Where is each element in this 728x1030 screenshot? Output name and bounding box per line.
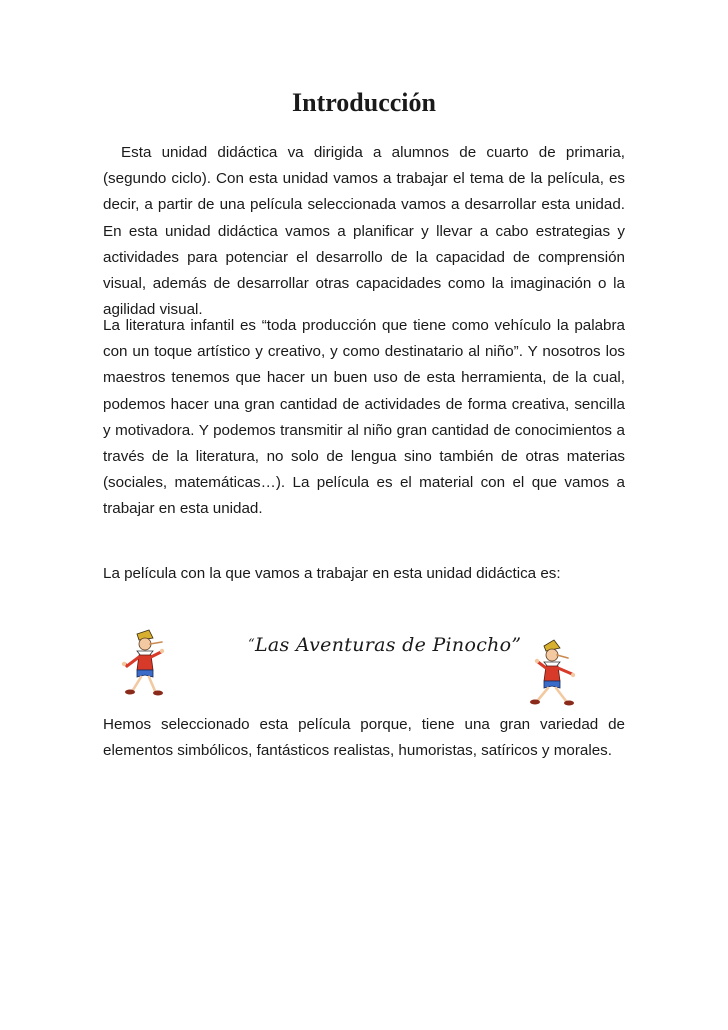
film-title-open-quote: “ <box>248 637 255 652</box>
paragraph-film-lead: La película con la que vamos a trabajar en esta unidad didáctica es: <box>103 565 561 582</box>
pinocchio-icon <box>115 628 175 700</box>
film-title <box>248 632 521 658</box>
paragraph-literature: La literatura infantil es “toda producción que tiene como vehículo la palabra con un toque artístico y creativo, y como destinatario al niño”. Y nosotros los maestros tenemos que hacer un buen uso de esta herramienta, de la cual, podemos hacer una gran cantidad de actividades de forma creativa, sencilla y motivadora. Y podemos transmitir al niño gran cantidad de conocimientos a través de la literatura, no solo de lengua sino también de otras materias (sociales, matemáticas…). La película es el material con el que vamos a trabajar en esta unidad. <box>103 317 625 518</box>
page-title: Introducción <box>292 88 436 117</box>
paragraph-intro: Esta unidad didáctica va dirigida a alumnos de cuarto de primaria, (segundo ciclo). Con esta unidad vamos a trabajar el tema de la película, es decir, a partir de una película seleccionada vamos a desarrollar esta unidad. En esta unidad didáctica vamos a planificar y llevar a cabo estrategias y actividades para potenciar el desarrollo de la capacidad de comprensión visual, además de desarrollar otras capacidades como la imaginación o la agilidad visual. <box>103 144 625 319</box>
paragraph-selection-reason: Hemos seleccionado esta película porque, tiene una gran variedad de elementos simbólicos, fantásticos realistas, humoristas, satíricos y morales. <box>103 716 625 760</box>
pinocchio-icon <box>524 638 586 710</box>
film-title-text: Las Aventuras de Pinocho” <box>254 634 522 656</box>
